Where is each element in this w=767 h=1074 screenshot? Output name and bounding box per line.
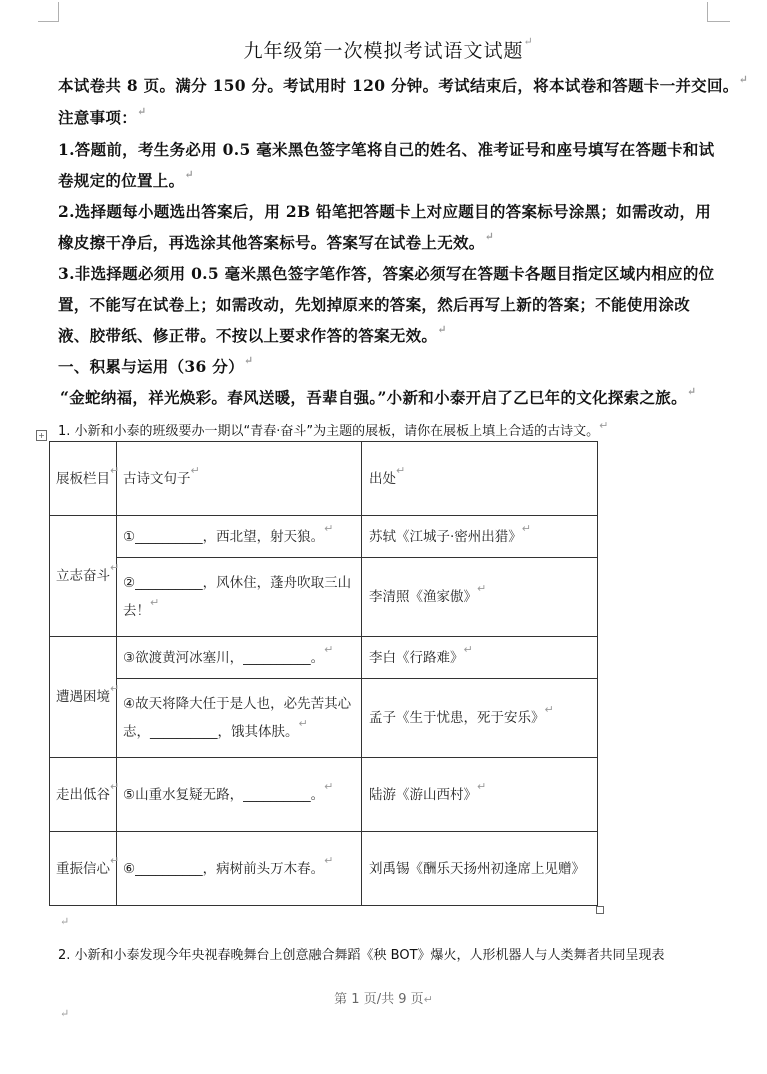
paragraph-mark-icon: ↵ bbox=[60, 1007, 70, 1020]
source-cell: 孟子《生于忧患，死于安乐》 ↵ bbox=[362, 679, 598, 758]
paragraph-mark-icon: ↵ bbox=[150, 596, 160, 609]
poetry-board-table bbox=[49, 441, 598, 906]
sentence-cell: ⑥__________，病树前头万木春。 ↵ bbox=[117, 832, 362, 906]
column-cell: 遭遇困境 ↵ bbox=[50, 637, 117, 758]
paragraph-mark-icon: ↵ bbox=[463, 642, 473, 656]
column-cell: 立志奋斗 ↵ bbox=[50, 516, 117, 637]
paragraph-mark-icon: ↵ bbox=[190, 463, 200, 477]
paragraph-mark-icon: ↵ bbox=[184, 168, 194, 181]
paragraph-mark-icon: ↵ bbox=[60, 915, 70, 928]
note-line: 置，不能写在试卷上；如需改动，先划掉原来的答案，然后再写上新的答案；不能使用涂改 bbox=[58, 295, 691, 314]
source-cell: 李清照《渔家傲》 ↵ bbox=[362, 558, 598, 637]
column-cell: 重振信心 ↵ bbox=[50, 832, 117, 906]
source-cell: 苏轼《江城子·密州出猎》 ↵ bbox=[362, 516, 598, 558]
sentence-cell: ③欲渡黄河冰塞川，__________。 ↵ bbox=[117, 637, 362, 679]
header-source-cell: 出处 ↵ bbox=[362, 442, 598, 516]
header-column-cell: 展板栏目 ↵ bbox=[50, 442, 117, 516]
paragraph-mark-icon: ↵ bbox=[738, 73, 749, 86]
table-resize-handle-icon[interactable] bbox=[596, 906, 604, 914]
paragraph-mark-icon: ↵ bbox=[521, 521, 532, 535]
sentence-cell: ④故天将降大任于是人也，必先苦其心志，__________，饿其体肤。 ↵ bbox=[117, 679, 362, 758]
question-1-text: 1. 小新和小泰的班级要办一期以“青春·奋斗”为主题的展板，请你在展板上填上合适的古诗文。 ↵ bbox=[58, 419, 609, 439]
header-sentence-cell: 古诗文句子 ↵ bbox=[117, 442, 362, 516]
crop-mark-right-vertical bbox=[707, 2, 708, 22]
sentence-cell: ②__________，风休住，蓬舟吹取三山去！ ↵ bbox=[117, 558, 362, 637]
table-header-row bbox=[50, 442, 598, 516]
paragraph-mark-icon: ↵ bbox=[110, 779, 120, 793]
paragraph-mark-icon: ↵ bbox=[423, 993, 433, 1006]
paragraph-mark-icon: ↵ bbox=[137, 105, 147, 118]
paragraph-mark-icon: ↵ bbox=[396, 463, 406, 477]
paragraph-mark-icon: ↵ bbox=[298, 717, 308, 730]
paragraph-mark-icon: ↵ bbox=[544, 703, 554, 716]
paragraph-mark-icon: ↵ bbox=[477, 582, 487, 595]
paragraph-mark-icon: ↵ bbox=[686, 385, 697, 398]
paragraph-mark-icon: ↵ bbox=[110, 853, 120, 867]
crop-mark-right-horizontal bbox=[708, 21, 730, 22]
table-row bbox=[50, 679, 598, 758]
page-title: 九年级第一次模拟考试语文试题 ↵ bbox=[243, 35, 534, 62]
notice-heading: 注意事项： ↵ bbox=[58, 105, 147, 127]
paragraph-mark-icon: ↵ bbox=[110, 682, 120, 695]
table-row bbox=[50, 758, 598, 832]
paragraph-mark-icon: ↵ bbox=[324, 642, 334, 656]
paragraph-mark-icon: ↵ bbox=[324, 779, 334, 793]
paragraph-mark-icon: ↵ bbox=[324, 521, 334, 535]
sentence-cell: ①__________，西北望，射天狼。 ↵ bbox=[117, 516, 362, 558]
table-row bbox=[50, 516, 598, 558]
source-cell: 刘禹锡《酬乐天扬州初逢席上见赠》 bbox=[362, 832, 598, 906]
paragraph-mark-icon: ↵ bbox=[484, 230, 495, 243]
note-line: 3.非选择题必须用 0.5 毫米黑色签字笔作答，答案必须写在答题卡各题目指定区域内相应的位 bbox=[58, 264, 715, 283]
paragraph-mark-icon: ↵ bbox=[324, 853, 334, 867]
paragraph-mark-icon: ↵ bbox=[110, 463, 120, 477]
table-row bbox=[50, 558, 598, 637]
table-move-handle-icon[interactable]: + bbox=[36, 430, 47, 441]
paragraph-mark-icon: ↵ bbox=[243, 354, 254, 367]
page-footer: 第 1 页/共 9 页↵ bbox=[334, 992, 433, 1007]
paragraph-mark-icon: ↵ bbox=[437, 323, 447, 336]
crop-mark-left-vertical bbox=[58, 2, 59, 22]
paragraph-mark-icon: ↵ bbox=[110, 561, 120, 574]
table-row bbox=[50, 832, 598, 906]
paragraph-mark-icon: ↵ bbox=[599, 419, 609, 432]
note-line: 液、胶带纸、修正带。不按以上要求作答的答案无效。 ↵ bbox=[58, 323, 447, 345]
note-line: 1.答题前，考生务必用 0.5 毫米黑色签字笔将自己的姓名、准考证号和座号填写在答题卡和试 bbox=[58, 140, 715, 159]
section-heading: 一、积累与运用（36 分） ↵ bbox=[58, 354, 254, 376]
note-line: 橡皮擦干净后，再选涂其他答案标号。答案写在试卷上无效。 ↵ bbox=[58, 230, 495, 252]
paragraph-mark-icon: ↵ bbox=[477, 779, 487, 793]
note-line: 卷规定的位置上。 ↵ bbox=[58, 168, 194, 190]
note-line: 2.选择题每小题选出答案后，用 2B 铅笔把答题卡上对应题目的答案标号涂黑；如需改动，用 bbox=[58, 202, 712, 221]
column-cell: 走出低谷 ↵ bbox=[50, 758, 117, 832]
table-row bbox=[50, 637, 598, 679]
section-intro: “金蛇纳福，祥光焕彩。春风送暖，吾辈自强。”小新和小泰开启了乙巳年的文化探索之旅。 ↵ bbox=[60, 385, 697, 407]
source-cell: 李白《行路难》 ↵ bbox=[362, 637, 598, 679]
intro-line: 本试卷共 8 页。满分 150 分。考试用时 120 分钟。考试结束后，将本试卷和答题卡一并交回。 ↵ bbox=[58, 73, 749, 95]
source-cell: 陆游《游山西村》 ↵ bbox=[362, 758, 598, 832]
question-2-text: 2. 小新和小泰发现今年央视春晚舞台上创意融合舞蹈《秧 BOT》爆火，人形机器人与人类舞者共同呈现表 bbox=[58, 948, 665, 963]
crop-mark-left-horizontal bbox=[38, 21, 58, 22]
paragraph-mark-icon: ↵ bbox=[523, 35, 534, 48]
sentence-cell: ⑤山重水复疑无路，__________。 ↵ bbox=[117, 758, 362, 832]
